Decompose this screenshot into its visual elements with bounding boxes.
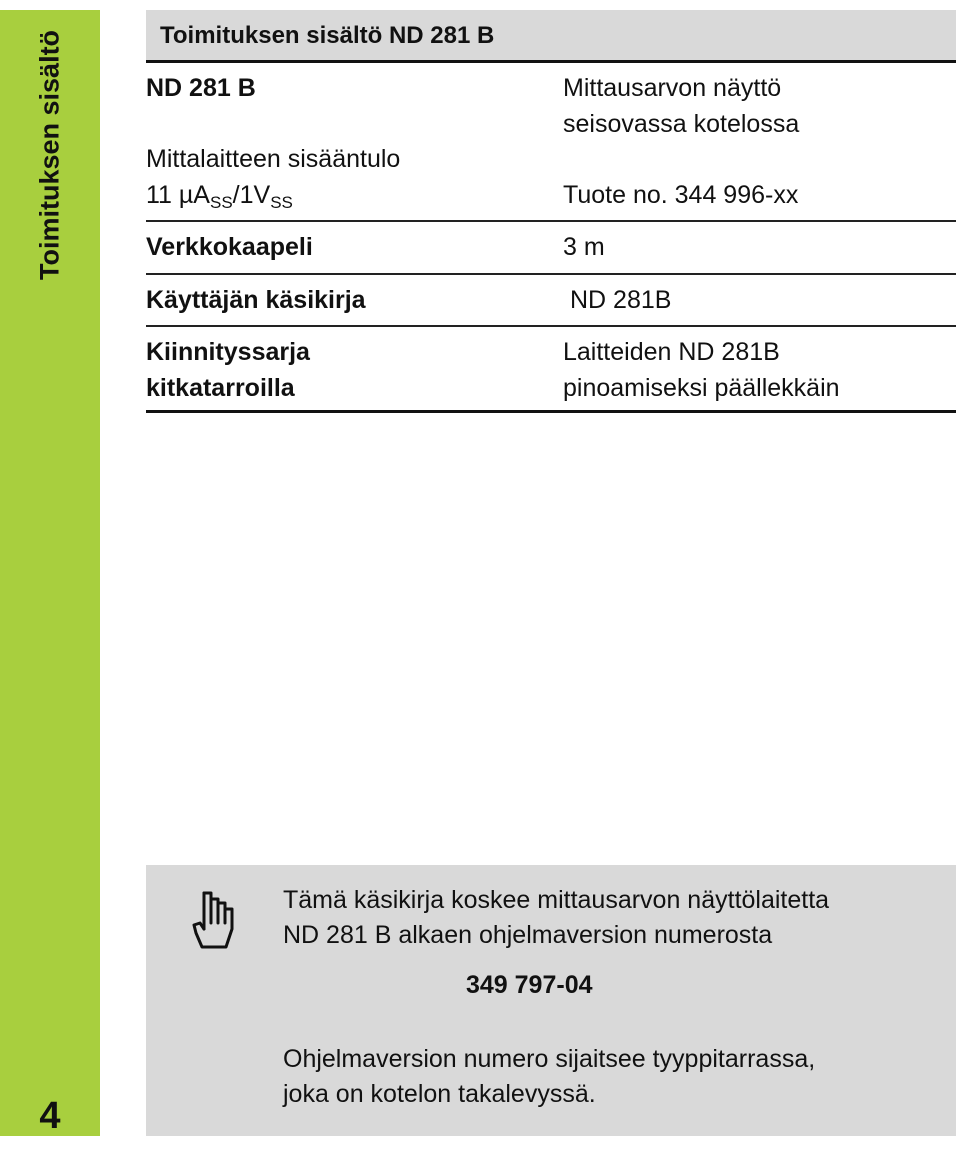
item-value-line1: Laitteiden ND 281B	[563, 338, 780, 366]
row-divider	[146, 273, 956, 275]
note-line: ND 281 B alkaen ohjelmaversion numerosta	[283, 921, 773, 949]
signal-subscript: SS	[209, 193, 233, 212]
item-label-line1: Kiinnityssarja	[146, 338, 310, 366]
signal-value: 11 µA	[146, 181, 210, 209]
signal-voltage: /1V	[232, 181, 271, 209]
item-value-line2: pinoamiseksi päällekkäin	[563, 374, 840, 402]
item-label-line2	[146, 178, 293, 220]
item-label: Verkkokaapeli	[146, 233, 313, 261]
row-divider	[146, 220, 956, 222]
page-number: 4	[39, 1095, 61, 1137]
row-divider	[146, 325, 956, 327]
item-value: 3 m	[563, 233, 605, 261]
item-label: ND 281 B	[146, 74, 256, 102]
item-value-line2: seisovassa kotelossa	[563, 110, 800, 138]
item-value: ND 281B	[570, 286, 672, 314]
item-value-line1: Mittausarvon näyttö	[563, 74, 782, 102]
note-line: Ohjelmaversion numero sijaitsee tyyppitarrassa,	[283, 1045, 816, 1073]
item-label-line2: kitkatarroilla	[146, 374, 295, 402]
note-line: joka on kotelon takalevyssä.	[283, 1080, 596, 1108]
note-line: Tämä käsikirja koskee mittausarvon näyttölaitetta	[283, 886, 830, 914]
pointing-hand-icon	[190, 889, 236, 953]
header-bar	[146, 10, 956, 63]
software-version-code: 349 797-04	[466, 971, 593, 999]
sidebar-title: Toimituksen sisältö	[34, 30, 65, 281]
table-end-rule	[146, 410, 956, 413]
note-box	[146, 865, 956, 1136]
item-label-line1: Mittalaitteen sisääntulo	[146, 145, 401, 173]
item-value: Tuote no. 344 996-xx	[563, 181, 799, 209]
sidebar	[0, 10, 100, 1136]
signal-subscript: SS	[270, 193, 293, 212]
page-title: Toimituksen sisältö ND 281 B	[160, 22, 495, 49]
item-label: Käyttäjän käsikirja	[146, 286, 366, 314]
